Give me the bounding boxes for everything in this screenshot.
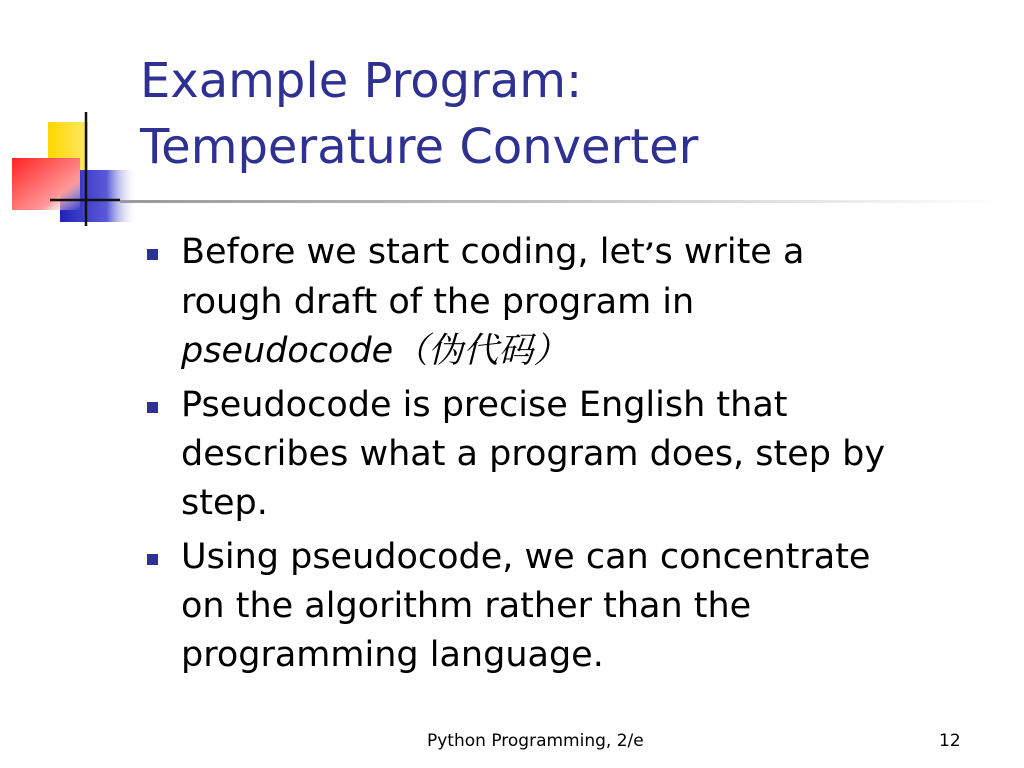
apostrophe: ’	[644, 237, 655, 270]
bullet-square-icon	[147, 554, 158, 565]
bullet-square-icon	[147, 249, 158, 260]
bullet-item	[140, 381, 1010, 528]
bullet-square-icon	[147, 402, 158, 413]
bullet-line: programming language.	[181, 635, 604, 675]
bullet-line: on the algorithm rather than the	[181, 586, 752, 626]
title-line-1: Example Program:	[140, 53, 583, 109]
bullet-item	[140, 533, 1010, 680]
bullet-line: step.	[181, 483, 268, 523]
bullet-line	[181, 327, 1010, 376]
bullet-line: Pseudocode is precise English that	[181, 385, 788, 425]
slide-decoration	[0, 0, 160, 240]
title-underline	[120, 200, 1000, 203]
bullet-line: Using pseudocode, we can concentrate	[181, 537, 871, 577]
title-line-2: Temperature Converter	[140, 119, 699, 175]
footer-title: Python Programming, 2/e	[427, 731, 644, 751]
bullet-list	[140, 228, 1010, 685]
chinese-term: （伪代码）	[393, 331, 569, 371]
pseudocode-term: pseudocode	[181, 331, 394, 371]
page-number: 12	[939, 731, 961, 751]
bullet-item	[140, 228, 1010, 376]
bullet-line: Before we start coding, let’s write a	[181, 232, 805, 272]
bullet-line: rough draft of the program in	[181, 282, 695, 322]
red-square	[12, 158, 80, 210]
bullet-line: describes what a program does, step by	[181, 434, 886, 474]
slide-title	[140, 48, 1000, 180]
